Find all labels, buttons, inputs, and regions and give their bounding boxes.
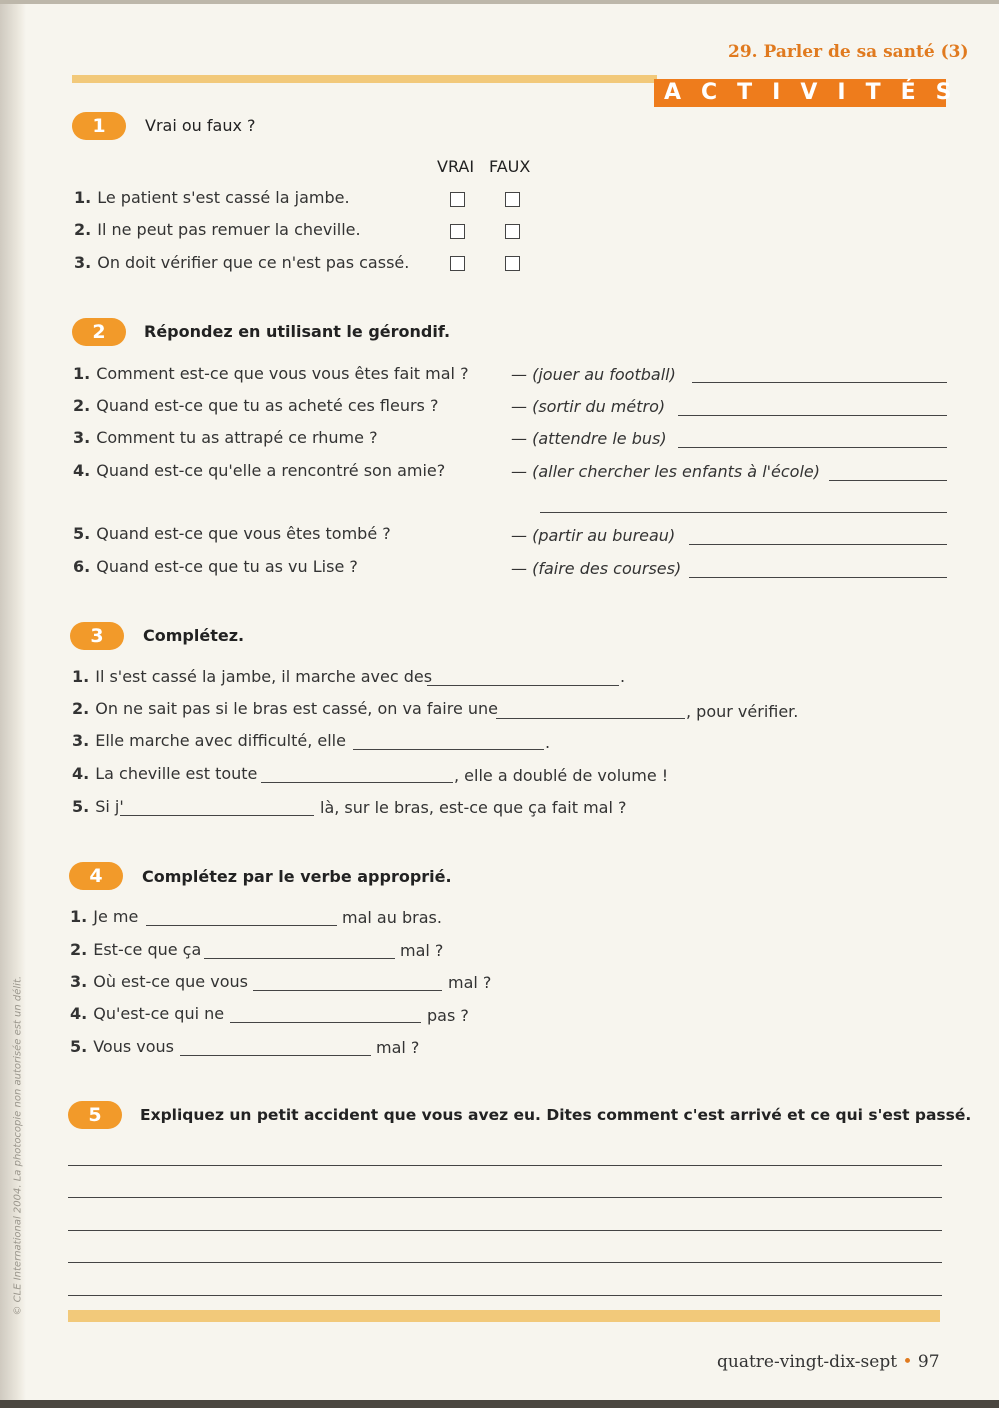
page-number-words: quatre-vingt-dix-sept (717, 1352, 898, 1372)
s3-item-4 (72, 764, 257, 783)
answer-line[interactable] (678, 447, 947, 448)
section-1-badge: 1 (72, 112, 126, 140)
item-text: Elle marche avec difficulté, elle (95, 731, 346, 750)
s3-item-1 (72, 667, 432, 686)
blank-line[interactable] (120, 815, 314, 816)
s3-item-2 (72, 699, 498, 718)
footer-band (68, 1310, 940, 1322)
section-2-title: Répondez en utilisant le gérondif. (144, 322, 451, 341)
checkbox-faux-3[interactable] (505, 256, 520, 271)
blank-line[interactable] (146, 925, 337, 926)
blank-line[interactable] (261, 782, 453, 783)
blank-line[interactable] (253, 990, 442, 991)
item-suffix: mal au bras. (342, 908, 442, 927)
s2-question-2 (73, 396, 438, 415)
s4-item-5 (70, 1037, 174, 1056)
answer-line[interactable] (689, 544, 947, 545)
item-number: 1. (70, 907, 88, 926)
item-suffix: là, sur le bras, est-ce que ça fait mal ? (320, 798, 627, 817)
s3-item-5 (72, 797, 124, 816)
item-suffix: , elle a doublé de volume ! (454, 766, 669, 785)
s2-question-6 (73, 557, 358, 576)
s2-question-1 (73, 364, 469, 383)
item-text: Vous vous (93, 1037, 175, 1056)
s2-hint-5: — (partir au bureau) (511, 526, 676, 545)
checkbox-faux-1[interactable] (505, 192, 520, 207)
s4-item-4 (70, 1004, 224, 1023)
item-number: 6. (73, 557, 91, 576)
item-text: Qu'est-ce qui ne (93, 1004, 225, 1023)
question-text: Quand est-ce que vous êtes tombé ? (96, 524, 391, 543)
item-suffix: pas ? (427, 1006, 469, 1025)
s1-item-3 (74, 253, 409, 272)
item-text: On doit vérifier que ce n'est pas cassé. (97, 253, 410, 272)
s2-question-3 (73, 428, 378, 447)
blank-line[interactable] (180, 1055, 371, 1056)
writing-line[interactable] (68, 1230, 942, 1231)
section-4-badge: 4 (69, 862, 123, 890)
item-text: On ne sait pas si le bras est cassé, on va faire une (95, 699, 499, 718)
answer-line[interactable] (678, 415, 947, 416)
item-text: Le patient s'est cassé la jambe. (97, 188, 350, 207)
question-text: Quand est-ce que tu as acheté ces fleurs ? (96, 396, 439, 415)
s1-item-1 (74, 188, 350, 207)
item-text: Il s'est cassé la jambe, il marche avec des (95, 667, 433, 686)
s2-hint-6: — (faire des courses) (511, 559, 682, 578)
section-3-badge: 3 (70, 622, 124, 650)
s4-item-3 (70, 972, 248, 991)
s2-question-4 (73, 461, 445, 480)
activities-badge: ACTIVITÉS (654, 79, 946, 107)
item-number: 4. (73, 461, 91, 480)
section-5-title: Expliquez un petit accident que vous avez eu. Dites comment c'est arrivé et ce qui s'est passé. (140, 1106, 972, 1124)
item-suffix: , pour vérifier. (686, 702, 799, 721)
item-suffix: . (545, 733, 551, 752)
question-text: Quand est-ce que tu as vu Lise ? (96, 557, 358, 576)
item-number: 3. (70, 972, 88, 991)
blank-line[interactable] (427, 685, 619, 686)
item-number: 3. (73, 428, 91, 447)
writing-line[interactable] (68, 1165, 942, 1166)
header-band (72, 75, 657, 83)
answer-line[interactable] (692, 382, 947, 383)
item-number: 4. (70, 1004, 88, 1023)
question-text: Quand est-ce qu'elle a rencontré son amie? (96, 461, 446, 480)
s4-item-1 (70, 907, 138, 926)
item-suffix: mal ? (448, 973, 492, 992)
checkbox-vrai-2[interactable] (450, 224, 465, 239)
bullet-icon: • (902, 1352, 913, 1372)
s2-hint-3: — (attendre le bus) (511, 429, 667, 448)
item-text: Où est-ce que vous (93, 972, 248, 991)
chapter-title: 29. Parler de sa santé (3) (728, 42, 969, 62)
col-vrai: VRAI (437, 157, 475, 176)
item-text: Il ne peut pas remuer la cheville. (97, 220, 361, 239)
s2-hint-1: — (jouer au football) (511, 365, 676, 384)
item-number: 4. (72, 764, 90, 783)
item-text: Si j' (95, 797, 124, 816)
answer-line[interactable] (540, 512, 947, 513)
section-5-badge: 5 (68, 1101, 122, 1129)
s2-hint-4: — (aller chercher les enfants à l'école) (511, 462, 820, 481)
item-suffix: . (620, 667, 626, 686)
item-suffix: mal ? (376, 1038, 420, 1057)
s3-item-3 (72, 731, 346, 750)
item-number: 3. (74, 253, 92, 272)
item-number: 2. (74, 220, 92, 239)
checkbox-vrai-1[interactable] (450, 192, 465, 207)
copyright-notice: © CLE International 2004. La photocopie non autorisée est un délit. (12, 975, 24, 1316)
s1-item-2 (74, 220, 361, 239)
section-3-title: Complétez. (143, 626, 245, 645)
blank-line[interactable] (230, 1022, 421, 1023)
writing-line[interactable] (68, 1262, 942, 1263)
item-number: 5. (72, 797, 90, 816)
bottom-edge (0, 1400, 999, 1408)
answer-line[interactable] (689, 577, 947, 578)
question-text: Comment est-ce que vous vous êtes fait mal ? (96, 364, 469, 383)
item-number: 2. (70, 940, 88, 959)
section-2-badge: 2 (72, 318, 126, 346)
item-number: 3. (72, 731, 90, 750)
checkbox-faux-2[interactable] (505, 224, 520, 239)
writing-line[interactable] (68, 1197, 942, 1198)
item-number: 2. (72, 699, 90, 718)
item-number: 1. (73, 364, 91, 383)
item-text: La cheville est toute (95, 764, 258, 783)
item-number: 1. (74, 188, 92, 207)
s2-hint-2: — (sortir du métro) (511, 397, 666, 416)
item-number: 5. (73, 524, 91, 543)
blank-line[interactable] (353, 749, 544, 750)
writing-line[interactable] (68, 1295, 942, 1296)
col-faux: FAUX (489, 157, 531, 176)
answer-line[interactable] (829, 480, 947, 481)
page-number: 97 (917, 1352, 940, 1372)
item-number: 1. (72, 667, 90, 686)
item-number: 5. (70, 1037, 88, 1056)
question-text: Comment tu as attrapé ce rhume ? (96, 428, 378, 447)
item-suffix: mal ? (400, 941, 444, 960)
section-4-title: Complétez par le verbe approprié. (142, 867, 452, 886)
checkbox-vrai-3[interactable] (450, 256, 465, 271)
item-number: 2. (73, 396, 91, 415)
item-text: Est-ce que ça (93, 940, 202, 959)
section-1-title: Vrai ou faux ? (145, 116, 256, 135)
item-text: Je me (93, 907, 139, 926)
blank-line[interactable] (204, 958, 395, 959)
top-edge (0, 0, 999, 4)
s4-item-2 (70, 940, 201, 959)
blank-line[interactable] (496, 718, 685, 719)
s2-question-5 (73, 524, 391, 543)
page-footer (717, 1352, 940, 1372)
